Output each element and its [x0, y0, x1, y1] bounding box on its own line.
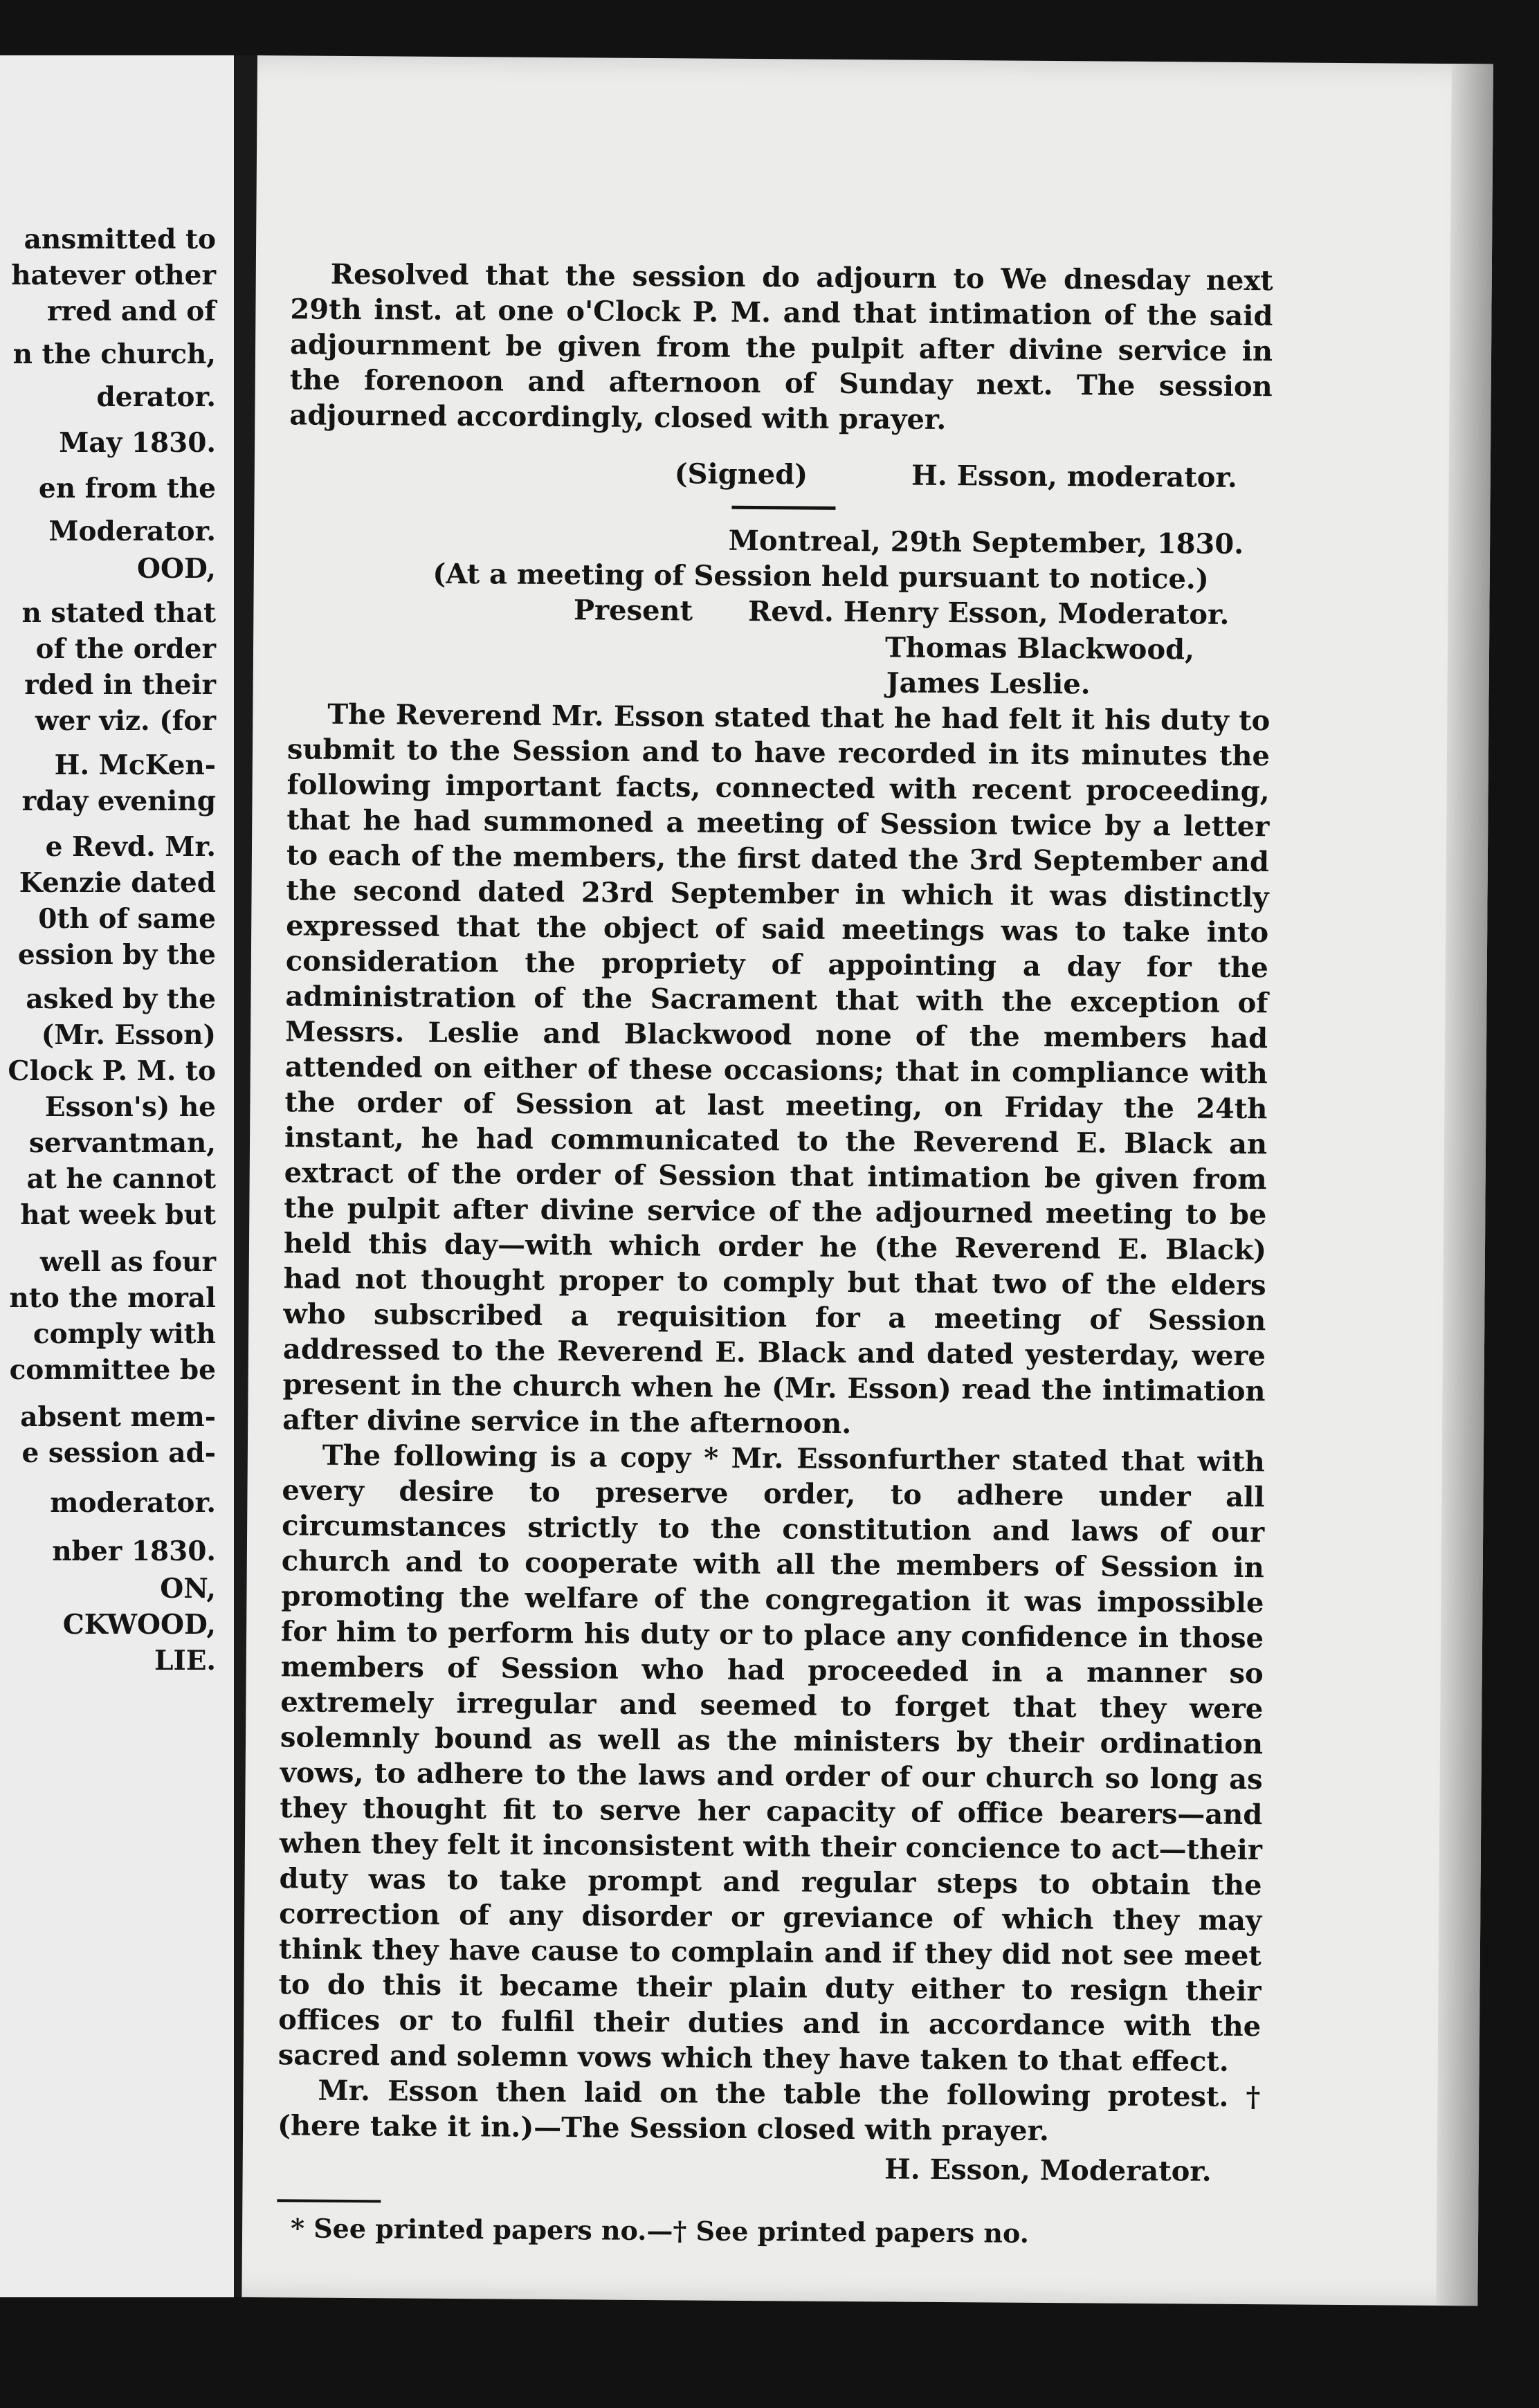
- facing-page-line: rded in their: [24, 669, 216, 701]
- section-divider: [731, 506, 835, 510]
- facing-page-line: nto the moral: [9, 1282, 216, 1314]
- facing-page-line: (Mr. Esson): [41, 1019, 216, 1051]
- meeting-note: (At a meeting of Session held pursuant to notice.): [432, 557, 1209, 596]
- facing-page-fragment: [0, 55, 234, 2297]
- facing-page-line: of the order: [35, 633, 216, 665]
- signed-label: (Signed): [674, 457, 808, 491]
- facing-page-line: moderator.: [50, 1487, 216, 1519]
- present-label: Present: [573, 594, 693, 628]
- facing-page-line: H. McKen-: [54, 749, 216, 781]
- dateline: Montreal, 29th September, 1830.: [728, 524, 1244, 560]
- signed-name: H. Esson, moderator.: [911, 459, 1237, 494]
- page-body: [277, 256, 1273, 2252]
- signature-line: [289, 453, 1272, 495]
- facing-page-line: derator.: [96, 381, 216, 413]
- facing-page-line: 0th of same: [38, 903, 216, 935]
- facing-page-line: Moderator.: [48, 516, 216, 547]
- facing-page-line: committee be: [9, 1354, 216, 1386]
- facing-page-line: hat week but: [20, 1199, 216, 1231]
- facing-page-line: rred and of: [46, 295, 216, 327]
- facing-page-line: servantman,: [28, 1127, 216, 1159]
- facing-page-line: n stated that: [21, 597, 216, 629]
- facing-page-line: rday evening: [21, 785, 216, 817]
- facing-page-line: Clock P. M. to: [8, 1055, 216, 1087]
- facing-page-line: well as four: [39, 1246, 216, 1278]
- present-member-2: Thomas Blackwood,: [884, 631, 1195, 666]
- facing-page-line: ON,: [160, 1573, 216, 1605]
- final-signature: H. Esson, Moderator.: [884, 2153, 1212, 2188]
- protest-paragraph: Mr. Esson then laid on the table the following protest. † (here take it in.)—The Session closed with prayer.: [277, 2074, 1261, 2148]
- facing-page-line: n the church,: [12, 338, 216, 370]
- facing-page-line: absent mem-: [20, 1401, 216, 1433]
- facing-page-line: wer viz. (for: [35, 705, 216, 737]
- facing-page-line: Kenzie dated: [19, 867, 216, 899]
- facing-page-line: May 1830.: [59, 427, 216, 459]
- facing-page-line: ession by the: [17, 939, 216, 971]
- facing-page-line: ansmitted to: [24, 224, 216, 255]
- facing-page-line: Esson's) he: [44, 1091, 216, 1123]
- facing-page-line: e session ad-: [21, 1437, 216, 1469]
- facing-page-line: LIE.: [154, 1645, 216, 1677]
- footnote: * See printed papers no.—† See printed papers no.: [290, 2212, 1030, 2249]
- facing-page-line: nber 1830.: [52, 1535, 216, 1567]
- facing-page-line: asked by the: [26, 983, 216, 1015]
- facing-page-line: en from the: [38, 473, 216, 504]
- present-member-3: James Leslie.: [886, 666, 1091, 701]
- facing-page-line: comply with: [33, 1318, 216, 1350]
- facing-page-line: at he cannot: [26, 1163, 216, 1195]
- present-member-1: Revd. Henry Esson, Moderator.: [747, 594, 1230, 631]
- facing-page-line: e Revd. Mr.: [45, 831, 216, 863]
- esson-statement-paragraph: The Reverend Mr. Esson stated that he had felt it his duty to submit to the Session and to have recorded in its minutes the following important facts, connected with recent proceeding, that he had summoned a meeting of Session twice by a letter to each of the members, the first dated the 3rd September and the second dated 23rd September in which it was distinctly expressed that the object of said meetings was to take into consideration the propriety of appointing a day for the administration of the Sacrament that with the exception of Messrs. Leslie and Blackwood none of the members had attended on either of these occasions; that in compliance with the order of Session at last meeting, on Friday the 24th instant, he had communicated to the Reverend E. Black an extract of the order of Session that intimation be given from the pulpit after divine service of the adjourned meeting to be held this day—with which order he (the Reverend E. Black) had not thought proper to comply but that two of the elders who subscribed a requisition for a meeting of Session addressed to the Reverend E. Black and dated yesterday, were present in the church when he (Mr. Esson) read the intimation after divine service in the afternoon.: [282, 697, 1271, 1441]
- facing-page-line: hatever other: [11, 259, 216, 291]
- facing-page-line: CKWOOD,: [62, 1609, 216, 1641]
- footnote-divider: [277, 2199, 381, 2202]
- adjournment-paragraph: Resolved that the session do adjourn to We dnesday next 29th inst. at one o'Clock P. M. and that intimation of the said adjournment be given from the pulpit after divine service in the forenoon and afternoon of Sunday next. The session adjourned accordingly, closed with prayer.: [289, 257, 1273, 436]
- facing-page-line: OOD,: [137, 553, 216, 585]
- esson-further-paragraph: The following is a copy * Mr. Essonfurther stated that with every desire to preserve order, to adhere under all circumstances strictly to the constitution and laws of our church and to cooperate with all the members of Session in promoting the welfare of the congregation it was impossible for him to perform his duty or to place any confidence in those members of Session who had proceeded in a manner so extremely irregular and seemed to forget that they were solemnly bound as well as the ministers by their ordination vows, to adhere to the laws and order of our church so long as they thought fit to serve her capacity of office bearers—and when they felt it inconsistent with their concience to act—their duty was to take prompt and regular steps to obtain the correction of any disorder or greviance of which they may think they have cause to complain and if they did not see meet to do this it became their plain duty either to resign their offices or to fulfil their duties and in accordance with the sacred and solemn vows which they have taken to that effect.: [277, 1439, 1266, 2078]
- document-page: [242, 55, 1493, 2306]
